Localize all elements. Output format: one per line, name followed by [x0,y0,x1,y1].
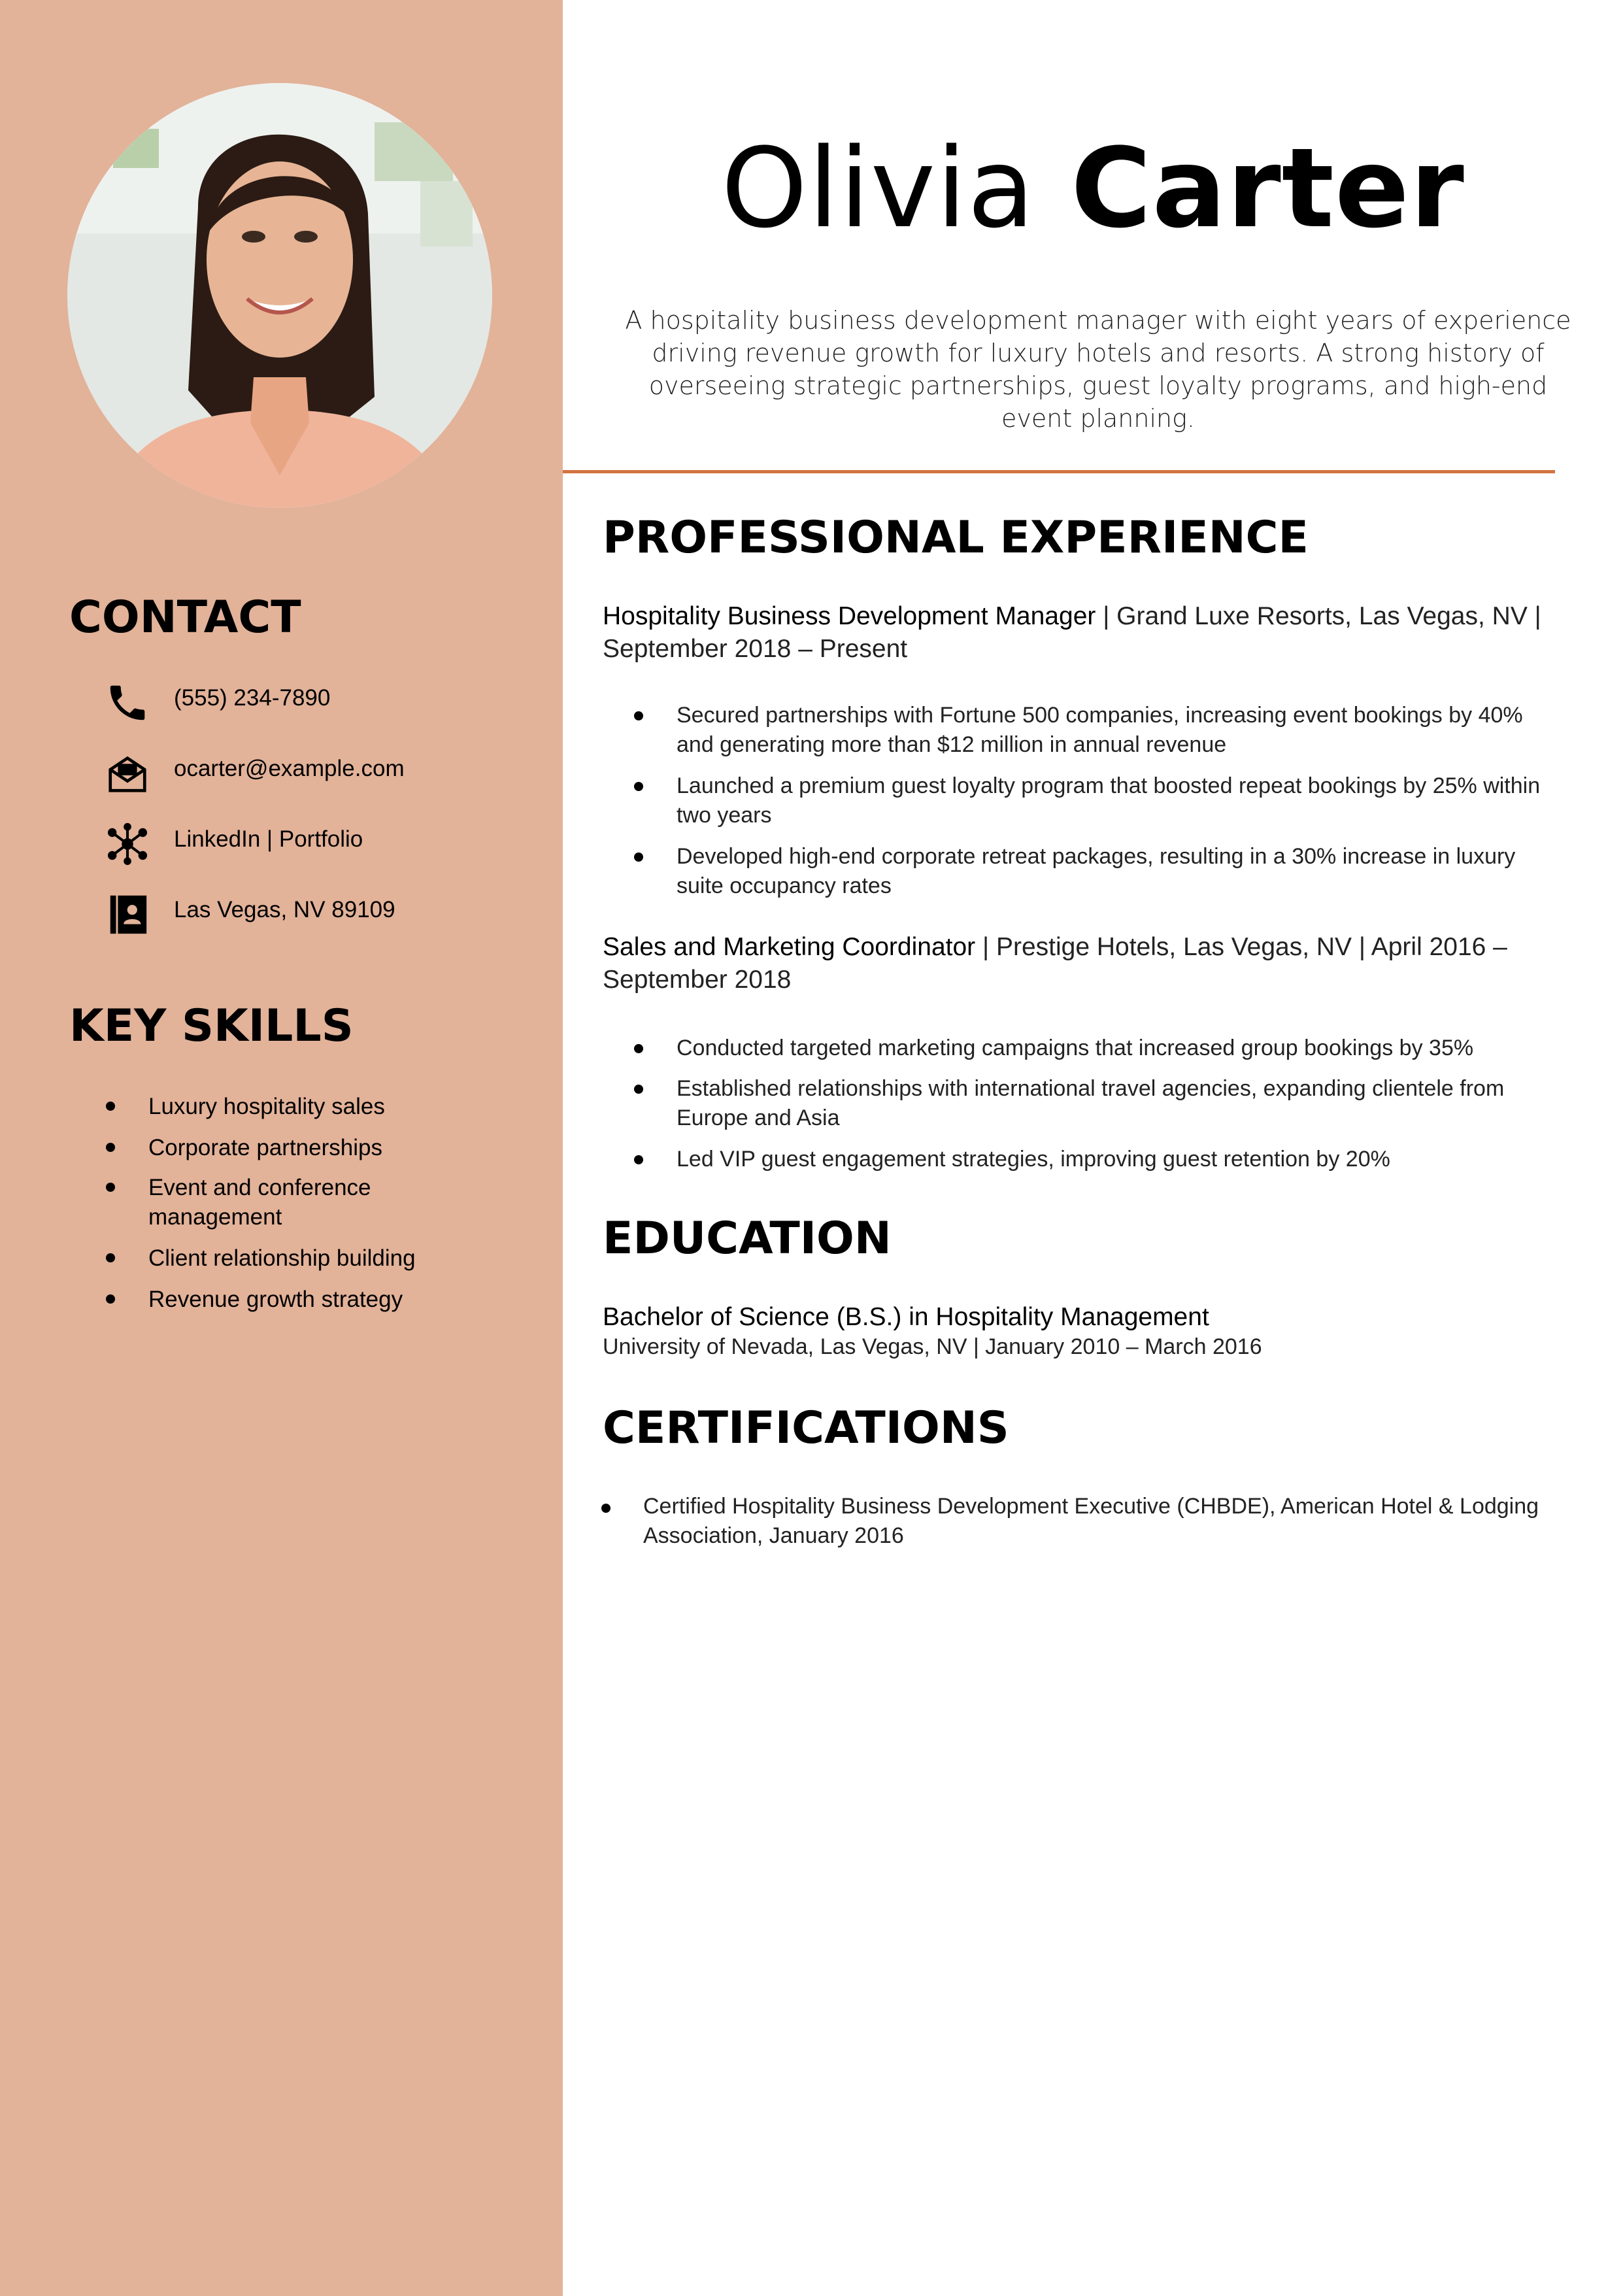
job-bullet: Established relationships with international travel agencies, expanding clientele from Europe and Asia [634,1074,1549,1133]
mail-icon [105,751,150,796]
job-bullet: Conducted targeted marketing campaigns that increased group bookings by 35% [634,1034,1549,1063]
skill-item: Event and conference management [106,1173,410,1232]
contact-email[interactable] [105,751,523,803]
skill-item: Revenue growth strategy [106,1285,537,1314]
contact-phone[interactable] [105,680,523,732]
job-bullet: Secured partnerships with Fortune 500 companies, increasing event bookings by 40% and generating more than $12 million in annual revenue [634,701,1549,760]
skills-list [106,1092,537,1326]
job-title [603,931,1557,996]
job-bullet: Launched a premium guest loyalty program that boosted repeat bookings by 25% within two years [634,771,1549,830]
social-links: LinkedIn | Portfolio [174,826,363,852]
degree: Bachelor of Science (B.S.) in Hospitality Management [603,1303,1209,1331]
skill-item: Client relationship building [106,1243,537,1273]
profile-photo [67,83,492,508]
job-bullets [634,1034,1549,1186]
job-details: | Prestige Hotels, Las Vegas, NV | April 2016 – September 2018 [603,933,1507,994]
skill-item: Corporate partnerships [106,1133,537,1162]
header-divider [563,470,1555,473]
sidebar [0,0,563,2296]
candidate-name [563,123,1623,254]
job-title [603,600,1557,666]
address-book-icon [105,892,150,937]
phone-number: (555) 234-7890 [174,685,331,711]
network-icon [105,821,150,867]
experience-heading: PROFESSIONAL EXPERIENCE [603,512,1309,564]
job-bullet: Developed high-end corporate retreat packages, resulting in a 30% increase in luxury suite occupancy rates [634,842,1549,901]
school: University of Nevada, Las Vegas, NV | January 2010 – March 2016 [603,1334,1262,1359]
contact-links[interactable] [105,821,523,873]
contact-heading: CONTACT [69,592,301,643]
phone-icon [105,680,150,726]
contact-location [105,892,523,944]
job-role: Sales and Marketing Coordinator [603,933,976,961]
certifications-heading: CERTIFICATIONS [603,1402,1009,1454]
certification-item: Certified Hospitality Business Development Executive (CHBDE), American Hotel & Lodging Association, January 2016 [601,1492,1543,1551]
job-bullets [634,701,1549,913]
job-bullet: Led VIP guest engagement strategies, improving guest retention by 20% [634,1145,1549,1174]
professional-summary: A hospitality business development manager with eight years of experience driving revenue growth for luxury hotels and resorts. A strong history of overseeing strategic partnerships, guest loyalty programs, and high-end event planning. [625,306,1571,433]
portrait-image [67,83,492,508]
certifications-list [601,1492,1543,1551]
skills-heading: KEY SKILLS [69,1000,354,1052]
location: Las Vegas, NV 89109 [174,897,395,922]
education-heading: EDUCATION [603,1213,892,1264]
skill-item: Luxury hospitality sales [106,1092,537,1121]
last-name: Carter [1071,124,1465,252]
email-address: ocarter@example.com [174,756,405,781]
first-name: Olivia [721,124,1035,252]
job-role: Hospitality Business Development Manager [603,602,1096,630]
job-details: | Grand Luxe Resorts, Las Vegas, NV | September 2018 – Present [603,602,1541,663]
